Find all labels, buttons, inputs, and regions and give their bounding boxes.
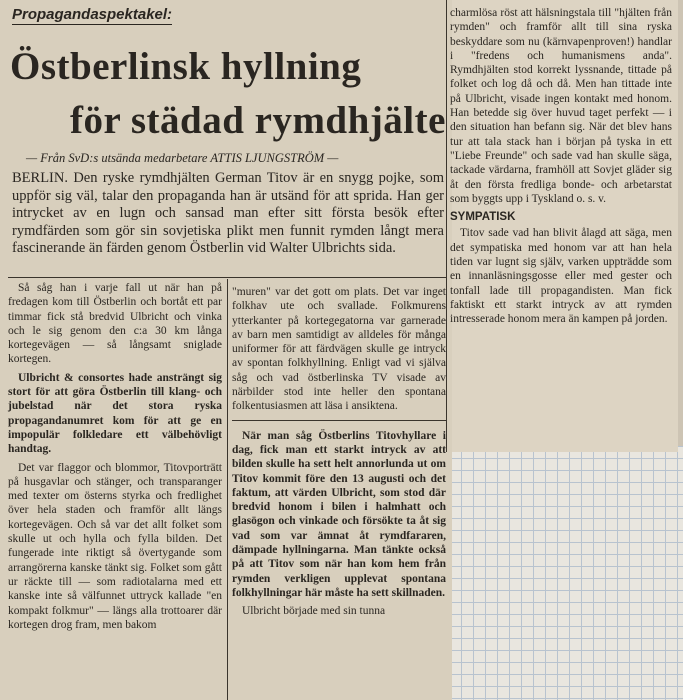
byline: — Från SvD:s utsända medarbetare ATTIS LJUNGSTRÖM — <box>26 151 339 165</box>
col2-paragraph-3: Ulbricht började med sin tunna <box>242 605 386 618</box>
body-column-1 <box>8 281 222 636</box>
subheading-sympatisk: SYMPATISK <box>450 211 516 224</box>
column-divider-1 <box>227 279 228 700</box>
article-kicker: Propagandaspektakel: <box>12 6 173 23</box>
column-divider-2 <box>446 0 447 452</box>
graph-paper-background <box>449 446 683 700</box>
headline-line-1: Östberlinsk hyllning <box>10 45 362 88</box>
col1-paragraph-1: Så såg han i varje fall ut när han på fredagen kom till Östberlin och bortåt ett par timmar fick stå bredvid Ulbricht och vinka och le sig genom den c:a 30 km långa kortegevägen — så långsamt snigladе kortegen. <box>8 282 222 366</box>
body-column-2 <box>232 285 446 623</box>
col2-separator-rule <box>232 420 446 421</box>
col1-paragraph-2: Ulbricht & consortes hade ansträngt sig stort för att göra Östberlin till klang- och jubelstad när det stora ryska propagandanumret kom för att ge en impopulär folkledare ett välbehövligt handtag. <box>8 371 222 456</box>
body-column-3 <box>450 6 672 331</box>
lead-paragraph: BERLIN. Den ryske rymdhjälten German Titov är en snygg pojke, som uppför sig väl, talar den propaganda han är utsänd för att sprida. Han ger intrycket av en lugn och sansad man efter sitt första besök efter rymdfärden som gör sin sovjetiska plikt men funnit rymden långt mera fascinerande än färden genom Östberlin vid Walter Ulbrichts sida. <box>12 170 444 256</box>
col3-paragraph-1: charmlösa röst att hälsningstala till "hjälten från rymden" och framför allt till sina ryska beskyddare som nu (kärnvapenproven!) handlar i "fredens och humanismens anda". Rymdhjälten stod korrekt lyssnande, tittade på folket och log då och då. Men han tittade inte på Ulbricht, visade ingen kontakt med honom. Han betedde sig över huvud taget perfekt — i den situation han befann sig. När det blev hans tur att tala stack han i början på tyska in ett "Liebe Freunde" och sade vad han skulle säga, tackade värdarna, framhöll att Sovjet gläder sig åt den första fredliga bonde- och arbetarstat som byggts upp i Tyskland o. s. v. <box>450 7 672 205</box>
col2-paragraph-2: När man såg Östberlins Titovhyllare i dag, fick man ett starkt intryck av att bilden skulle ha sett helt annorlunda ut om Titov kommit före den 13 augusti och det faktum, att värden Ulbricht, som stod där bredvid honom i bilen i halmhatt och glasögon och vinkade och försökte ta åt sig vad som var ämnat åt rymdfararen, dämpade hyllningarna. Man tänkte också på att Titov som när han kom hem från rymden verkligen upplevat spontana folkhyllningar här måste ha sett skillnaden. <box>232 429 446 599</box>
col3-paragraph-2: Titov sade vad han blivit ålagd att säga, men det sympatiska med honom var att han hela tiden var lugnt sig själv, varken uppträdde som en innanläsningsgosse eller med gester och tonfall lade till propagandisten. Man fick faktiskt ett starkt intryck av att rymden intresserade honom mera än kampen på jorden. <box>450 227 672 326</box>
headline-line-2: för städad rymdhjälte <box>70 99 446 142</box>
col2-paragraph-1: "muren" var det gott om plats. Det var inget folkhav ute och svallade. Folkmurens ytterkanter på kortegegatorna var garnerade av barn men samtidigt av alldeles för många uniformer för att färdvägen skulle ge intryck av spontan folkhyllning. Enligt vad vi själva såg och vad östberlinska TV visade av närbilder stod inte heller den spontana folkentusiasmen att läsa i ansiktena. <box>232 286 446 413</box>
lead-separator-rule <box>8 277 446 278</box>
col1-paragraph-3: Det var flaggor och blommor, Titovporträtt på husgavlar och stänger, och transparanger med texter om österns styrka och fredlighet över hela staden och framför allt längs kortegevägen. Och så var det allt folket som skulle ut och hylla och fylla bilden. Det fungerade inte riktigt så övertygande som arrangörerna kanske tänkt sig. Folket som gått ur räckte till — som radiotalarna med ett kanske inte så välfunnet uttryck kallade "en kompakt folkmur" — längs alla trottoarer där kortegen drog fram, men bakom <box>8 461 222 631</box>
